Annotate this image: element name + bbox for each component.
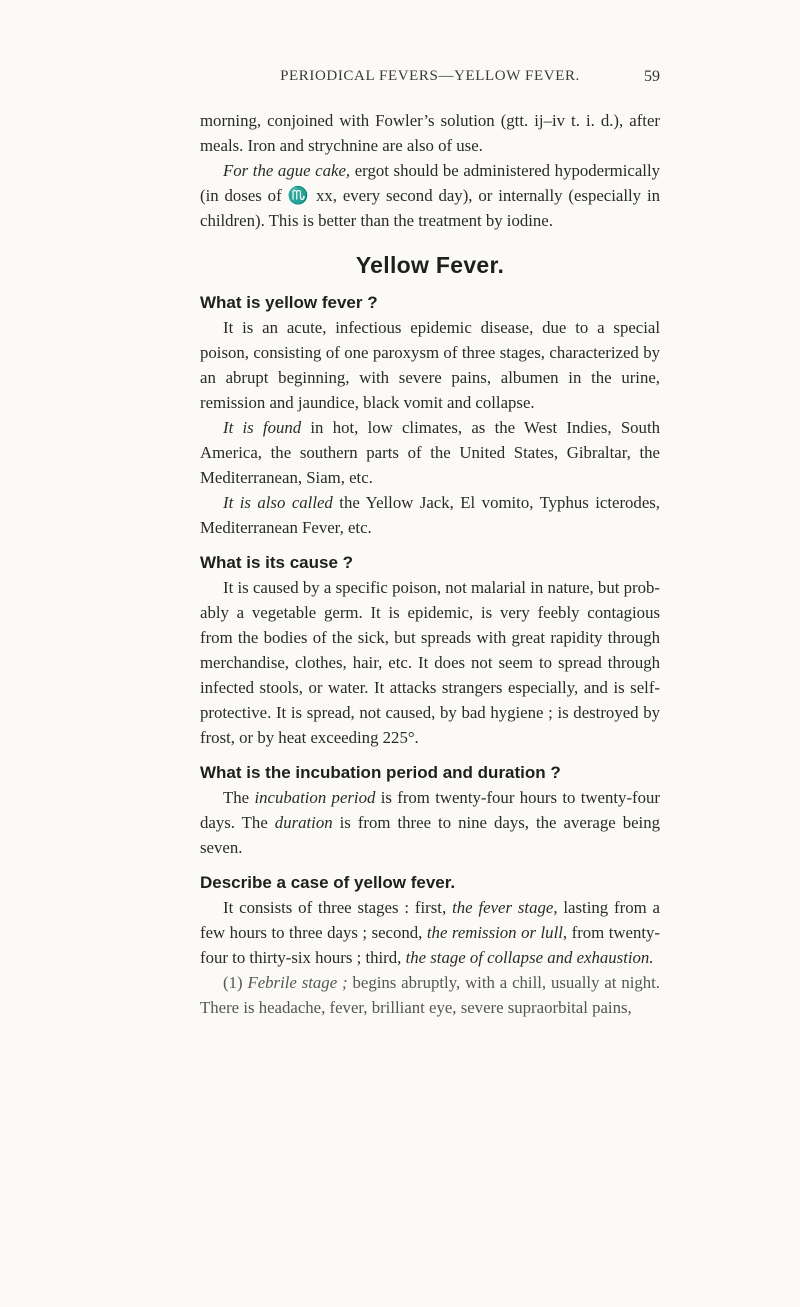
found-lead: It is found — [223, 418, 302, 437]
stages-text-2: , lasting from a few hours to three days ; second, — [200, 898, 660, 942]
found-text: in hot, low climates, as the West Indies, South America, the southern parts of the United States, Gibraltar, the Mediterranean, Siam, etc. — [200, 418, 660, 487]
called-text: the Yellow Jack, El vomito, Typhus icterodes, Mediterranean Fever, etc. — [200, 493, 660, 537]
page-number: 59 — [644, 68, 660, 85]
question-incubation: What is the incubation period and duration ? — [200, 763, 561, 782]
duration-term: duration — [274, 813, 333, 832]
question-cause: What is its cause ? — [200, 553, 354, 572]
incubation-text-3: is from three to nine days, the average being seven. — [200, 813, 660, 857]
stages-text-3: , from twenty-four to thirty-six hours ; third, — [200, 923, 661, 967]
answer-called — [200, 490, 660, 540]
section-title: Yellow Fever. — [355, 252, 505, 278]
called-lead: It is also called — [223, 493, 333, 512]
febrile-term: Febrile stage ; — [247, 973, 348, 992]
stage-remission: the remission or lull — [426, 923, 563, 942]
answer-febrile-stage — [200, 970, 660, 1020]
answer-definition: It is an acute, infectious epidemic disease, due to a special poison, consisting of one paroxysm of three stages, characterized by an abrupt beginning, with severe pains, albumen in the urine, remission and jaundice, black vomit and collapse. — [200, 318, 660, 412]
ague-cake-lead: For the ague cake, — [223, 161, 351, 180]
running-title: PERIODICAL FEVERS—YELLOW FEVER. — [280, 68, 580, 84]
page-body — [200, 108, 660, 1020]
intro-paragraph-1: morning, conjoined with Fowler’s solution (gtt. ij–iv t. i. d.), after meals. Iron and strychnine are also of use. — [200, 111, 660, 155]
answer-stages — [200, 895, 660, 970]
intro-paragraph-2 — [200, 158, 660, 233]
incubation-text-2: is from twenty-four hours to twenty-four days. The — [200, 788, 660, 832]
incubation-term: incubation period — [254, 788, 376, 807]
answer-cause: It is caused by a specific poison, not malarial in nature, but probably a vegetable germ. It is epidemic, is very feebly contagious from the bodies of the sick, but spreads with great rapidity through merchandise, clothes, hair, etc. It does not seem to spread through infected stools, or water. It attacks strangers especially, and is self-protective. It is spread, not caused, by bad hygiene ; is destroyed by frost, or by heat exceeding 225°. — [200, 578, 660, 747]
stages-text-1: It consists of three stages : first, — [223, 898, 453, 917]
stage-fever: the fever stage — [452, 898, 554, 917]
question-describe-case: Describe a case of yellow fever. — [200, 873, 456, 892]
answer-incubation — [200, 785, 660, 860]
incubation-text-1: The — [223, 788, 255, 807]
febrile-text: begins abruptly, with a chill, usually at night. There is headache, fever, brilliant eye, severe supraorbital pains, — [200, 973, 661, 1017]
stage-collapse: the stage of collapse and exhaustion. — [405, 948, 654, 967]
febrile-number: (1) — [223, 973, 248, 992]
question-definition: What is yellow fever ? — [200, 293, 378, 312]
ague-cake-text: ergot should be administered hypodermically (in doses of ♏ xx, every second day), or internally (especially in children). This is better than the treatment by iodine. — [200, 161, 660, 230]
answer-found — [200, 415, 660, 490]
running-head — [200, 68, 660, 92]
